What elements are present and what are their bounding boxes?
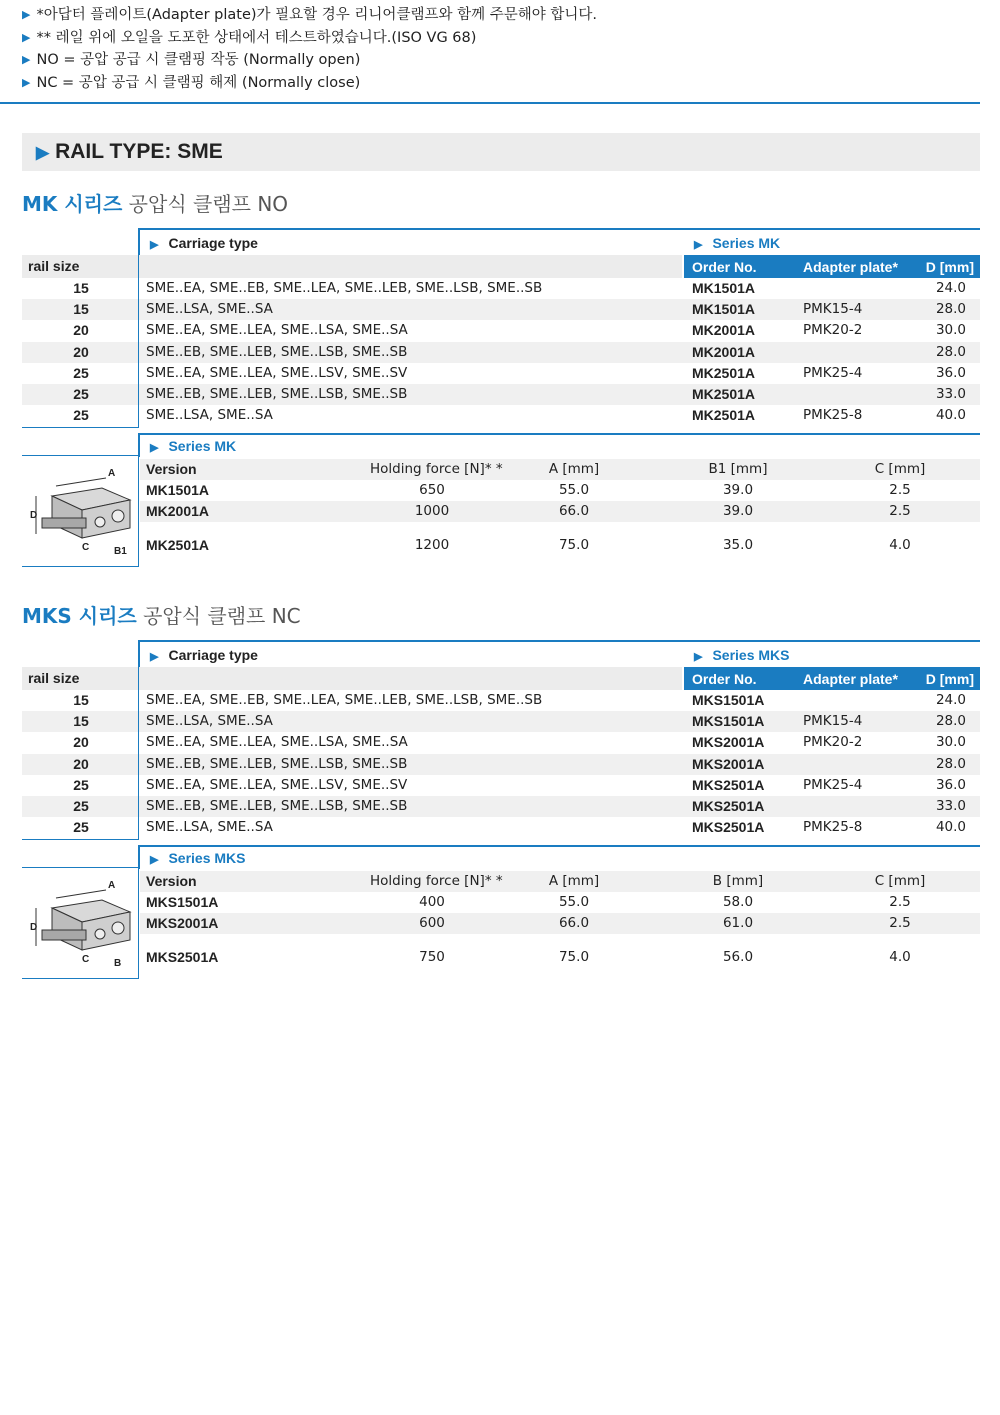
c-cell: 4.0 xyxy=(889,537,911,553)
diagram-shape xyxy=(112,510,124,522)
version-header-row xyxy=(140,871,980,892)
a-cell: 75.0 xyxy=(558,949,590,965)
c-cell: 2.5 xyxy=(889,482,911,498)
d-cell: 36.0 xyxy=(935,776,966,793)
order-no-header: Order No. xyxy=(692,671,757,687)
c-cell: 2.5 xyxy=(889,894,911,910)
clamp-diagram-frame xyxy=(22,867,139,979)
carriage-type-header xyxy=(150,235,258,251)
triangle-icon: ▶ xyxy=(150,442,159,454)
order-no-cell: MKS2501A xyxy=(692,776,765,793)
version-cell: MKS1501A xyxy=(146,894,219,910)
d-cell: 24.0 xyxy=(935,692,966,708)
order-no-cell: MK2501A xyxy=(692,407,756,424)
version-row xyxy=(140,947,980,968)
holding-force-cell: 1200 xyxy=(414,537,450,553)
b-header: B [mm] xyxy=(712,873,764,889)
d-cell: 36.0 xyxy=(935,364,966,381)
rail-size-header: rail size xyxy=(28,258,80,274)
adapter-plate-cell: PMK20-2 xyxy=(803,322,863,339)
order-no-header: Order No. xyxy=(692,259,757,275)
adapter-plate-cell: PMK25-8 xyxy=(803,407,863,424)
divider xyxy=(140,228,980,230)
a-header: A [mm] xyxy=(548,873,600,889)
table-row xyxy=(22,299,980,320)
holding-force-header: Holding force [N]* * xyxy=(370,461,503,477)
carriage-cell: SME..EA, SME..LEA, SME..LSA, SME..SA xyxy=(146,322,408,339)
rail-type-label: RAIL TYPE: SME xyxy=(55,140,223,163)
d-header: D [mm] xyxy=(925,671,974,687)
triangle-icon: ▶ xyxy=(22,8,31,21)
version-row xyxy=(140,480,980,501)
clamp-table xyxy=(22,228,980,578)
carriage-cell: SME..EA, SME..EB, SME..LEA, SME..LEB, SME..LSB, SME..SB xyxy=(146,280,543,296)
divider xyxy=(138,433,140,457)
c-cell: 2.5 xyxy=(889,915,911,931)
section-title-rest: 공압식 클램프 NO xyxy=(122,192,289,216)
section-title xyxy=(22,188,288,217)
d-cell: 24.0 xyxy=(935,280,966,296)
diagram-label: A xyxy=(108,880,116,891)
table-row xyxy=(22,796,980,817)
version-cell: MK2501A xyxy=(146,537,210,553)
version-cell: MKS2501A xyxy=(146,949,219,965)
order-no-cell: MKS2001A xyxy=(692,734,765,751)
version-header-row xyxy=(140,459,980,480)
series-header xyxy=(694,235,780,251)
rail-size-header: rail size xyxy=(28,670,80,686)
section-title-rest: 공압식 클램프 NC xyxy=(136,604,301,628)
adapter-plate-cell: PMK25-4 xyxy=(803,776,863,793)
version-row xyxy=(140,535,980,556)
holding-force-cell: 600 xyxy=(419,915,445,931)
version-header: Version xyxy=(146,873,197,889)
divider xyxy=(0,102,980,104)
a-cell: 66.0 xyxy=(558,915,590,931)
carriage-type-label: Carriage type xyxy=(168,647,258,663)
carriage-cell: SME..LSA, SME..SA xyxy=(146,301,273,318)
rail-type-banner xyxy=(22,133,980,171)
carriage-cell: SME..EA, SME..LEA, SME..LSV, SME..SV xyxy=(146,776,408,793)
rail-size-cell: 25 xyxy=(73,364,89,381)
carriage-cell: SME..EA, SME..LEA, SME..LSA, SME..SA xyxy=(146,734,408,751)
order-no-cell: MKS1501A xyxy=(692,692,765,708)
table-row xyxy=(22,405,980,426)
divider xyxy=(140,845,980,847)
adapter-plate-cell: PMK20-2 xyxy=(803,734,863,751)
order-no-cell: MKS2001A xyxy=(692,755,765,772)
diagram-shape xyxy=(56,890,106,898)
note-adapter: ▶ *아답터 플레이트(Adapter plate)가 필요할 경우 리니어클램프와 함께 주문해야 합니다. xyxy=(22,7,597,23)
section-title-series: MK 시리즈 xyxy=(22,192,123,216)
diagram-label: C xyxy=(82,542,90,553)
table-row xyxy=(22,342,980,363)
carriage-cell: SME..LSA, SME..SA xyxy=(146,713,273,730)
c-cell: 2.5 xyxy=(889,503,911,519)
adapter-plate-cell: PMK25-8 xyxy=(803,819,863,836)
note-oil: ▶ ** 레일 위에 오일을 도포한 상태에서 테스트하였습니다.(ISO VG 68) xyxy=(22,29,477,46)
carriage-cell: SME..EB, SME..LEB, SME..LSB, SME..SB xyxy=(146,343,408,360)
rail-size-column-frame xyxy=(22,667,139,840)
table-row xyxy=(22,711,980,732)
rail-size-cell: 15 xyxy=(73,280,89,296)
adapter-plate-header: Adapter plate* xyxy=(803,259,898,275)
carriage-cell: SME..EB, SME..LEB, SME..LSB, SME..SB xyxy=(146,386,408,402)
order-no-cell: MKS2501A xyxy=(692,798,765,814)
triangle-icon: ▶ xyxy=(22,53,31,66)
order-no-cell: MK2501A xyxy=(692,364,756,381)
a-cell: 66.0 xyxy=(558,503,590,519)
adapter-plate-cell: PMK25-4 xyxy=(803,364,863,381)
version-cell: MK2001A xyxy=(146,503,210,519)
d-cell: 28.0 xyxy=(935,755,966,772)
table-row xyxy=(22,775,980,796)
rail-size-column-frame xyxy=(22,255,139,428)
b-cell: 61.0 xyxy=(722,915,754,931)
clamp-table xyxy=(22,640,980,990)
holding-force-header: Holding force [N]* * xyxy=(370,873,503,889)
diagram-shape xyxy=(95,517,105,527)
rail-size-cell: 15 xyxy=(73,301,89,318)
rail-size-cell: 15 xyxy=(73,713,89,730)
order-no-cell: MKS2501A xyxy=(692,819,765,836)
diagram-label: B xyxy=(114,958,122,969)
diagram-shape xyxy=(42,930,86,940)
c-cell: 4.0 xyxy=(889,949,911,965)
note-no: ▶ NO = 공압 공급 시 클램핑 작동 (Normally open) xyxy=(22,52,361,68)
a-cell: 55.0 xyxy=(558,482,590,498)
version-series-label: Series MK xyxy=(168,438,237,454)
b-cell: 56.0 xyxy=(722,949,754,965)
c-header: C [mm] xyxy=(874,461,926,477)
b-header: B1 [mm] xyxy=(708,461,768,477)
version-row xyxy=(140,892,980,913)
triangle-icon: ▶ xyxy=(150,651,159,663)
holding-force-cell: 1000 xyxy=(414,503,450,519)
rail-size-cell: 25 xyxy=(73,819,89,836)
carriage-cell: SME..EA, SME..LEA, SME..LSV, SME..SV xyxy=(146,364,408,381)
version-cell: MKS2001A xyxy=(146,915,219,931)
version-row xyxy=(140,913,980,934)
d-cell: 28.0 xyxy=(935,713,966,730)
rail-size-cell: 25 xyxy=(73,798,89,814)
triangle-icon: ▶ xyxy=(150,239,159,251)
order-no-cell: MK1501A xyxy=(692,280,756,296)
version-cell: MK1501A xyxy=(146,482,210,498)
c-header: C [mm] xyxy=(874,873,926,889)
series-label: Series MK xyxy=(712,235,781,251)
version-row xyxy=(140,501,980,522)
holding-force-cell: 400 xyxy=(419,894,445,910)
section-title xyxy=(22,600,301,629)
b-cell: 39.0 xyxy=(722,482,754,498)
d-cell: 28.0 xyxy=(935,343,966,360)
section-title-series: MKS 시리즈 xyxy=(22,604,137,628)
table-row xyxy=(22,690,980,711)
table-row xyxy=(22,384,980,405)
d-cell: 28.0 xyxy=(935,301,966,318)
diagram-shape xyxy=(95,929,105,939)
rail-size-cell: 20 xyxy=(73,343,89,360)
version-series-label: Series MKS xyxy=(168,850,246,866)
rail-size-cell: 25 xyxy=(73,407,89,424)
diagram-label: A xyxy=(108,468,116,479)
note-nc: ▶ NC = 공압 공급 시 클램핑 해제 (Normally close) xyxy=(22,74,361,91)
series-header xyxy=(694,647,790,663)
holding-force-cell: 750 xyxy=(419,949,445,965)
version-header: Version xyxy=(146,461,197,477)
d-cell: 33.0 xyxy=(935,798,966,814)
diagram-shape xyxy=(112,922,124,934)
table-row xyxy=(22,278,980,299)
notes-list xyxy=(22,4,980,94)
version-series-header xyxy=(150,850,246,866)
triangle-icon: ▶ xyxy=(694,239,703,251)
adapter-plate-cell: PMK15-4 xyxy=(803,713,863,730)
clamp-diagram-icon xyxy=(22,868,138,978)
diagram-label: B1 xyxy=(114,546,127,557)
divider xyxy=(138,228,140,255)
carriage-cell: SME..EA, SME..EB, SME..LEA, SME..LEB, SME..LSB, SME..SB xyxy=(146,692,543,708)
rail-size-cell: 25 xyxy=(73,776,89,793)
table-row xyxy=(22,363,980,384)
divider xyxy=(140,640,980,642)
b-cell: 35.0 xyxy=(722,537,754,553)
divider xyxy=(138,640,140,667)
rail-size-cell: 20 xyxy=(73,734,89,751)
b-cell: 58.0 xyxy=(722,894,754,910)
d-header: D [mm] xyxy=(925,259,974,275)
divider xyxy=(138,845,140,869)
diagram-label: D xyxy=(30,510,38,521)
rail-size-cell: 20 xyxy=(73,755,89,772)
table-row xyxy=(22,732,980,753)
carriage-cell: SME..EB, SME..LEB, SME..LSB, SME..SB xyxy=(146,755,408,772)
carriage-type-label: Carriage type xyxy=(168,235,258,251)
order-no-cell: MKS1501A xyxy=(692,713,765,730)
carriage-type-header xyxy=(150,647,258,663)
holding-force-cell: 650 xyxy=(419,482,445,498)
rail-size-cell: 25 xyxy=(73,386,89,402)
version-series-header xyxy=(150,438,236,454)
d-cell: 40.0 xyxy=(935,819,966,836)
order-no-cell: MK1501A xyxy=(692,301,756,318)
diagram-label: C xyxy=(82,954,90,965)
b-cell: 39.0 xyxy=(722,503,754,519)
rail-size-cell: 15 xyxy=(73,692,89,708)
order-header xyxy=(684,255,980,278)
order-no-cell: MK2001A xyxy=(692,322,756,339)
rail-size-cell: 20 xyxy=(73,322,89,339)
d-cell: 30.0 xyxy=(935,322,966,339)
adapter-plate-cell: PMK15-4 xyxy=(803,301,863,318)
order-no-cell: MK2501A xyxy=(692,386,756,402)
diagram-shape xyxy=(56,478,106,486)
triangle-icon: ▶ xyxy=(22,75,31,89)
clamp-diagram-icon xyxy=(22,456,138,566)
order-no-cell: MK2001A xyxy=(692,343,756,360)
series-label: Series MKS xyxy=(712,647,790,663)
triangle-icon: ▶ xyxy=(22,30,31,44)
d-cell: 33.0 xyxy=(935,386,966,402)
carriage-cell: SME..EB, SME..LEB, SME..LSB, SME..SB xyxy=(146,798,408,814)
triangle-icon: ▶ xyxy=(36,143,50,162)
diagram-label: D xyxy=(30,922,38,933)
adapter-plate-header: Adapter plate* xyxy=(803,671,898,687)
triangle-icon: ▶ xyxy=(150,854,159,866)
order-header xyxy=(684,667,980,690)
table-row xyxy=(22,817,980,838)
a-header: A [mm] xyxy=(548,461,600,477)
a-cell: 75.0 xyxy=(558,537,590,553)
divider xyxy=(140,433,980,435)
triangle-icon: ▶ xyxy=(694,651,703,663)
table-row xyxy=(22,754,980,775)
d-cell: 30.0 xyxy=(935,734,966,751)
clamp-diagram-frame xyxy=(22,455,139,567)
carriage-cell: SME..LSA, SME..SA xyxy=(146,407,273,424)
carriage-cell: SME..LSA, SME..SA xyxy=(146,819,273,836)
diagram-shape xyxy=(42,518,86,528)
table-row xyxy=(22,320,980,341)
a-cell: 55.0 xyxy=(558,894,590,910)
d-cell: 40.0 xyxy=(935,407,966,424)
